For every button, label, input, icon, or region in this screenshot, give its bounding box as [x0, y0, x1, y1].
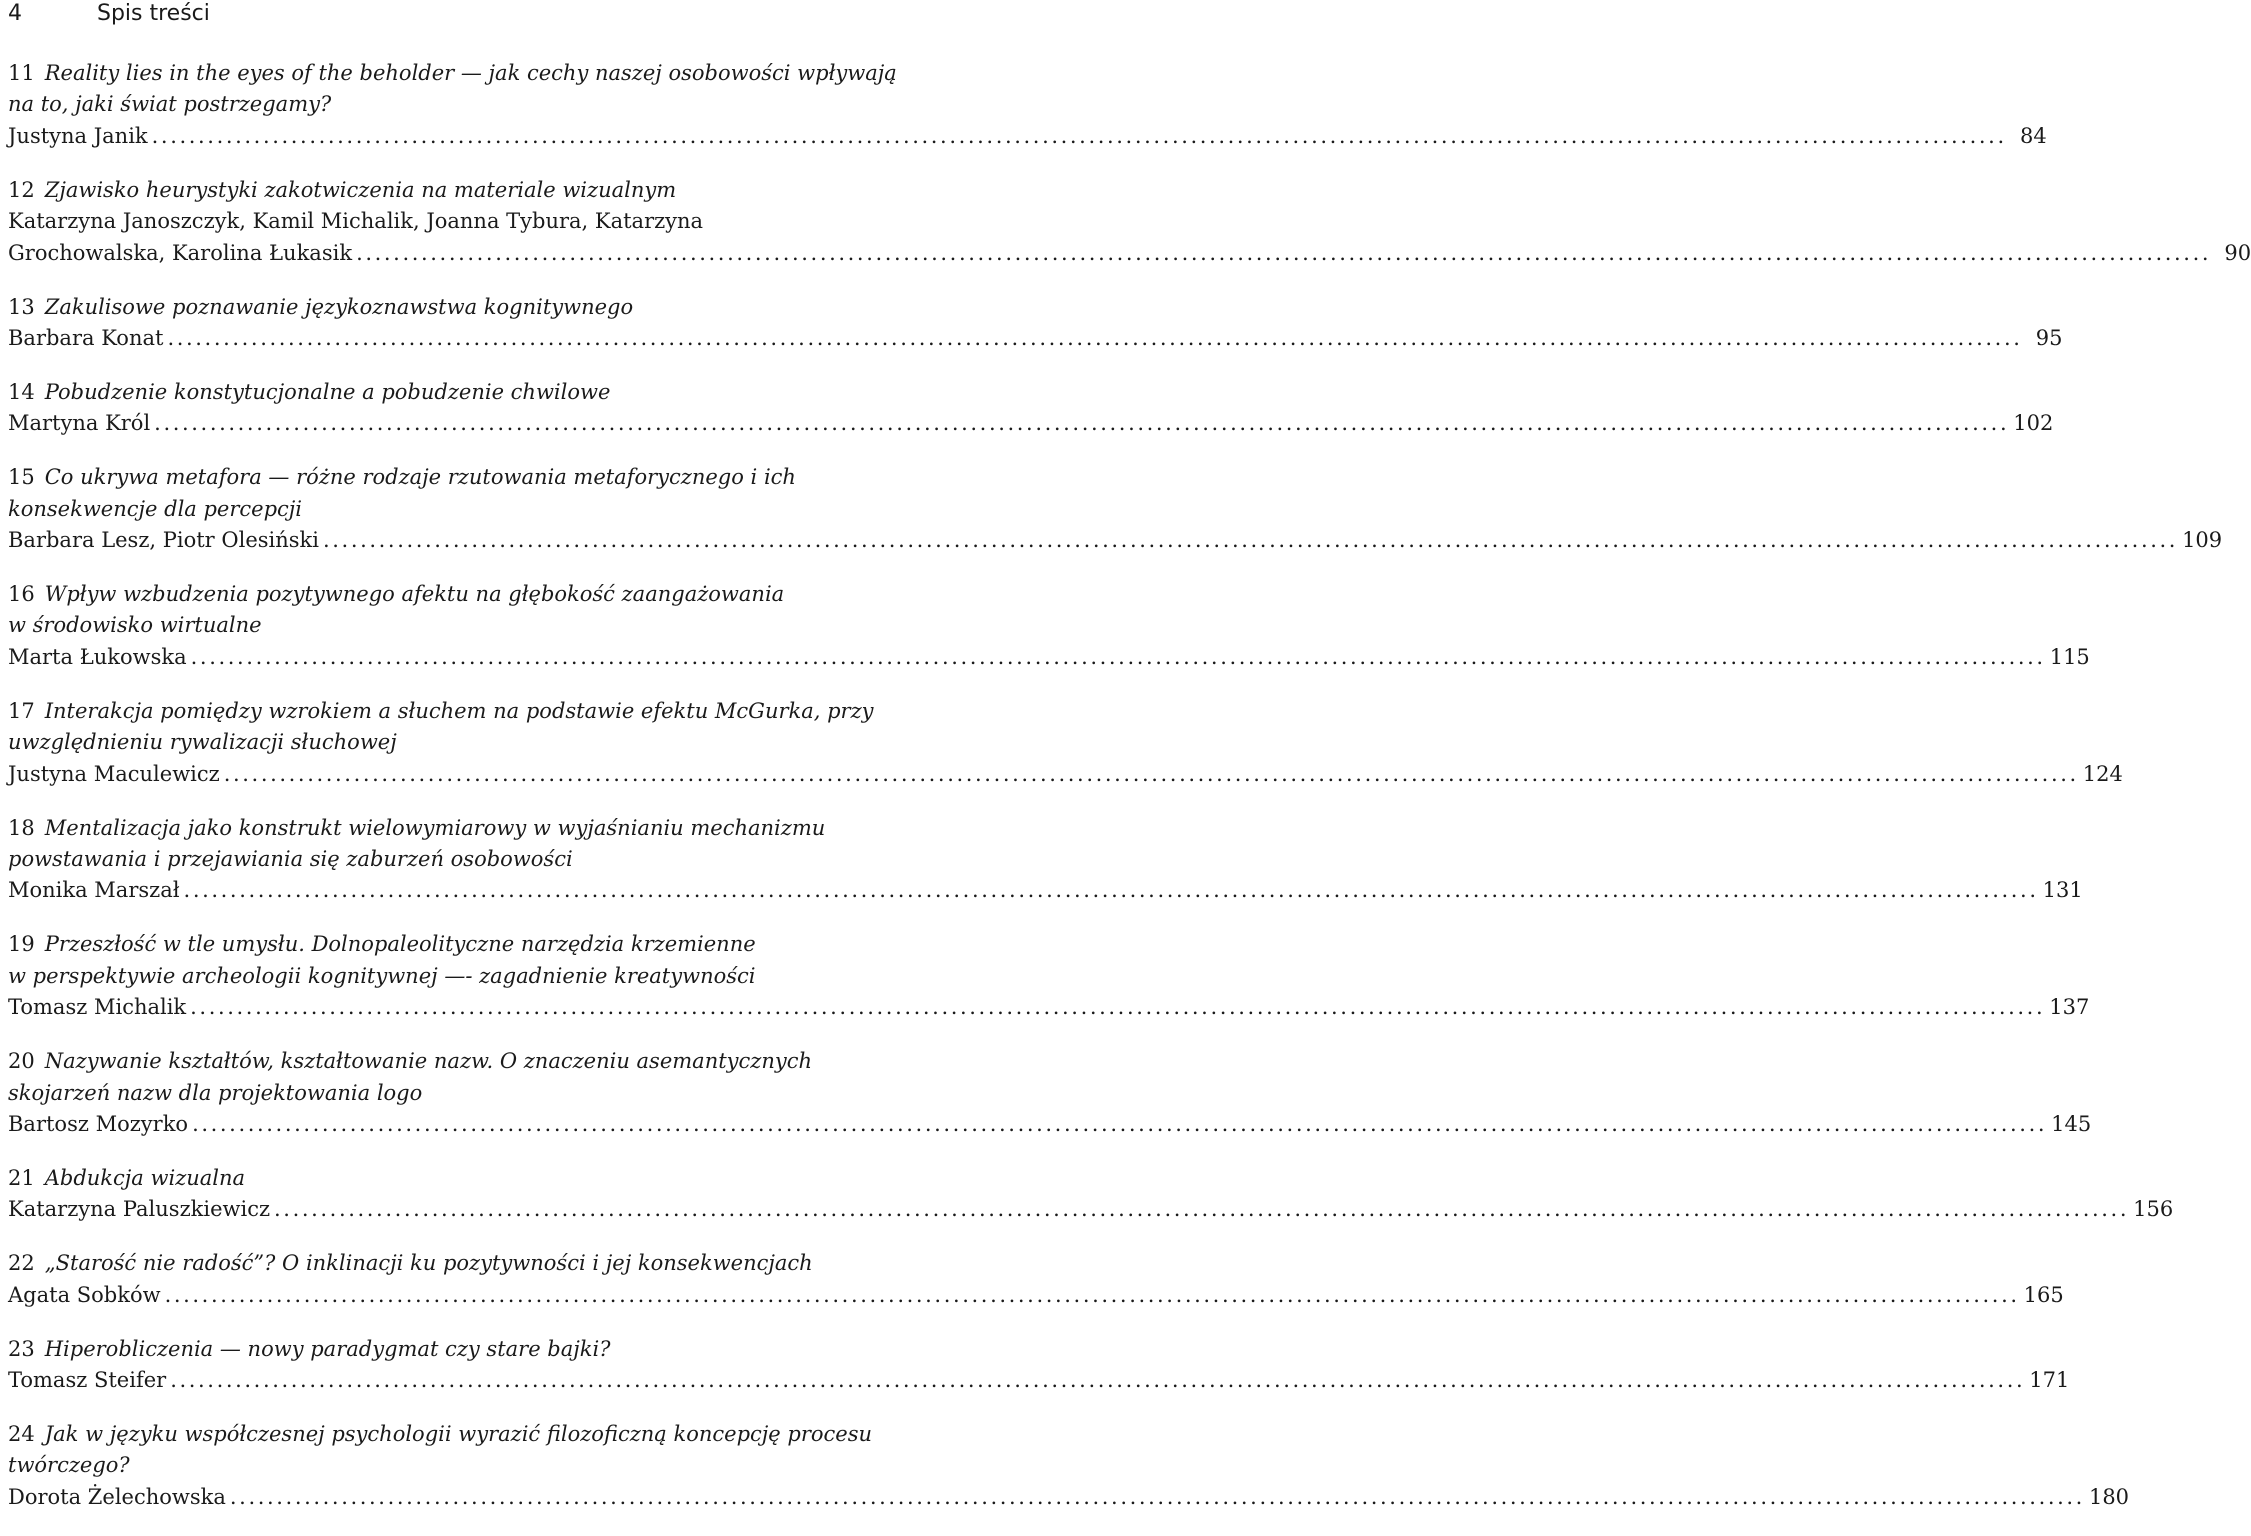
- leader-dots: ........................................................................................................................................................................................................: [192, 1111, 2048, 1136]
- entry-author: Tomasz Steifer: [8, 1368, 167, 1393]
- entry-title-line: [8, 1078, 956, 1109]
- entry-title-text: Nazywanie kształtów, kształtowanie nazw. O znaczeniu asemantycznych: [44, 1049, 813, 1074]
- leader-dots: ........................................................................................................................................................................................................: [223, 761, 2079, 786]
- entry-number: 14: [8, 379, 35, 404]
- entry-title-text: Reality lies in the eyes of the beholder — jak cechy naszej osobowości wpływają: [44, 61, 897, 85]
- entry-title-text: Zakulisowe poznawanie językoznawstwa kognitywnego: [44, 294, 634, 319]
- leader-dots: ........................................................................................................................................................................................................: [170, 1368, 2026, 1393]
- entry-author: Bartosz Mozyrko: [8, 1111, 189, 1136]
- entry-page-number: 145: [2051, 1111, 2092, 1136]
- entry-title-text: Interakcja pomiędzy wzrokiem a słuchem na podstawie efektu McGurka, przy: [44, 698, 874, 723]
- toc-entry: [8, 1163, 2174, 1226]
- entry-page-number: 180: [2088, 1484, 2130, 1509]
- entry-title-line: [8, 292, 956, 323]
- entry-title-text: uwzględnieniu rywalizacji słuchowej: [8, 730, 397, 755]
- entry-title-text: Jak w języku współczesnej psychologii wyrazić filozoficzną koncepcję procesu: [44, 1422, 873, 1446]
- entry-author: Tomasz Michalik: [8, 995, 187, 1020]
- entry-title-line: [8, 929, 956, 960]
- toc-entry: [8, 292, 2063, 355]
- toc-entry: [8, 1334, 2070, 1397]
- entry-number: 17: [8, 698, 35, 723]
- toc-entry: [8, 579, 2090, 673]
- entry-page-number: 90: [2224, 240, 2251, 265]
- leader-dots: ........................................................................................................................................................................................................: [151, 123, 2007, 148]
- page-title: Spis treści: [97, 1, 210, 26]
- toc-entry: [8, 1419, 2130, 1513]
- entry-title-text: „Starość nie radość”? O inklinacji ku pozytywności i jej konsekwencjach: [44, 1251, 813, 1276]
- entry-title-line: [8, 961, 956, 992]
- entry-author-row: [8, 1482, 2130, 1513]
- entry-author-row: [8, 525, 2223, 556]
- toc-entry: [8, 58, 2047, 152]
- entry-title-line: [8, 579, 956, 610]
- entry-number: 22: [8, 1251, 35, 1276]
- entry-title-line: [8, 1334, 956, 1365]
- entry-page-number: 115: [2049, 644, 2090, 669]
- toc-entry: [8, 175, 2251, 269]
- entry-title-line: [8, 1450, 956, 1481]
- entry-number: 13: [8, 294, 35, 319]
- leader-dots: ........................................................................................................................................................................................................: [190, 644, 2046, 669]
- entry-title-line: [8, 813, 956, 844]
- entry-title-line: [8, 175, 956, 206]
- entry-author: Martyna Król: [8, 411, 151, 436]
- entry-title-line: [8, 696, 956, 727]
- entry-page-number: 84: [2019, 123, 2047, 148]
- entry-author-row: [8, 121, 2047, 152]
- entry-title-line: [8, 1419, 956, 1450]
- entry-title-text: w środowisko wirtualne: [8, 613, 262, 638]
- entry-author: Katarzyna Paluszkiewicz: [8, 1197, 271, 1222]
- entry-author: Monika Marszał: [8, 878, 180, 903]
- entry-number: 12: [8, 177, 35, 202]
- entry-title-text: twórczego?: [8, 1453, 130, 1478]
- entry-author-row: [8, 1365, 2070, 1396]
- entry-title-line: [8, 1163, 956, 1194]
- toc-entries: [8, 58, 2251, 1536]
- leader-dots: ........................................................................................................................................................................................................: [190, 995, 2046, 1020]
- entry-author-row: [8, 408, 2054, 439]
- entry-title-line: [8, 58, 956, 89]
- entry-author-row: [8, 323, 2063, 354]
- entry-title-line: [8, 494, 956, 525]
- entry-title-text: Abdukcja wizualna: [44, 1165, 246, 1190]
- toc-entry: [8, 377, 2054, 440]
- entry-page-number: 102: [2013, 411, 2054, 436]
- entry-page-number: 156: [2133, 1197, 2174, 1222]
- entry-author: Barbara Lesz, Piotr Olesiński: [8, 528, 319, 553]
- leader-dots: ........................................................................................................................................................................................................: [229, 1484, 2085, 1509]
- toc-entry: [8, 462, 2223, 556]
- entry-title-text: na to, jaki świat postrzegamy?: [8, 92, 332, 117]
- entry-page-number: 131: [2042, 878, 2083, 903]
- leader-dots: ........................................................................................................................................................................................................: [183, 878, 2039, 903]
- entry-author-row: [8, 238, 2251, 269]
- entry-author-line: Katarzyna Janoszczyk, Kamil Michalik, Joanna Tybura, Katarzyna: [8, 209, 704, 234]
- entry-title-text: Przeszłość w tle umysłu. Dolnopaleolityczne narzędzia krzemienne: [44, 932, 756, 957]
- entry-number: 15: [8, 465, 35, 490]
- entry-title-text: Wpływ wzbudzenia pozytywnego afektu na głębokość zaangażowania: [44, 582, 785, 607]
- leader-dots: ........................................................................................................................................................................................................: [167, 325, 2023, 350]
- entry-author-row: [8, 1280, 2064, 1311]
- entry-title-text: powstawania i przejawiania się zaburzeń osobowości: [8, 846, 573, 871]
- entry-author: Marta Łukowska: [8, 644, 187, 669]
- entry-number: 21: [8, 1165, 35, 1190]
- entry-author: Justyna Janik: [8, 123, 148, 148]
- page-header: [8, 0, 210, 30]
- entry-author: Dorota Żelechowska: [8, 1484, 226, 1509]
- entry-author: Grochowalska, Karolina Łukasik: [8, 240, 353, 265]
- entry-title-text: skojarzeń nazw dla projektowania logo: [8, 1080, 423, 1105]
- entry-author: Agata Sobków: [8, 1282, 161, 1307]
- toc-entry: [8, 929, 2090, 1023]
- entry-title-line: [8, 1248, 956, 1279]
- entry-author: Barbara Konat: [8, 325, 164, 350]
- entry-page-number: 95: [2035, 325, 2063, 350]
- entry-title-line: [8, 462, 956, 493]
- entry-number: 18: [8, 815, 35, 840]
- entry-number: 23: [8, 1336, 35, 1361]
- entry-title-line: [8, 610, 956, 641]
- entry-title-text: Co ukrywa metafora — różne rodzaje rzutowania metaforycznego i ich: [44, 465, 796, 490]
- entry-page-number: 137: [2049, 995, 2090, 1020]
- entry-author: Justyna Maculewicz: [8, 761, 220, 786]
- leader-dots: ........................................................................................................................................................................................................: [154, 411, 2010, 436]
- entry-page-number: 171: [2029, 1368, 2070, 1393]
- leader-dots: ........................................................................................................................................................................................................: [356, 240, 2212, 265]
- entry-author-row: [8, 759, 2123, 790]
- leader-dots: ........................................................................................................................................................................................................: [164, 1282, 2020, 1307]
- entry-number: 11: [8, 61, 35, 85]
- entry-number: 19: [8, 932, 35, 957]
- entry-author-row: [8, 875, 2083, 906]
- entry-title-text: Zjawisko heurystyki zakotwiczenia na materiale wizualnym: [44, 177, 677, 202]
- entry-title-text: Hiperobliczenia — nowy paradygmat czy stare bajki?: [44, 1336, 611, 1361]
- entry-number: 20: [8, 1049, 35, 1074]
- entry-title-line: [8, 844, 956, 875]
- toc-entry: [8, 1248, 2064, 1311]
- entry-number: 16: [8, 582, 35, 607]
- entry-title-line: [8, 727, 956, 758]
- entry-title-text: Mentalizacja jako konstrukt wielowymiarowy w wyjaśnianiu mechanizmu: [44, 815, 826, 840]
- entry-page-number: 124: [2082, 761, 2123, 786]
- entry-title-text: w perspektywie archeologii kognitywnej —- zagadnienie kreatywności: [8, 963, 756, 988]
- entry-author-row: [8, 992, 2090, 1023]
- toc-entry: [8, 696, 2123, 790]
- toc-entry: [8, 813, 2083, 907]
- entry-page-number: 165: [2023, 1282, 2064, 1307]
- leader-dots: ........................................................................................................................................................................................................: [323, 528, 2179, 553]
- toc-entry: [8, 1046, 2092, 1140]
- entry-title-line: [8, 377, 956, 408]
- entry-title-line: [8, 1046, 956, 1077]
- page-number: 4: [8, 1, 22, 26]
- leader-dots: ........................................................................................................................................................................................................: [274, 1197, 2130, 1222]
- entry-title-text: Pobudzenie konstytucjonalne a pobudzenie chwilowe: [44, 379, 611, 404]
- entry-author-row: [8, 642, 2090, 673]
- entry-title-text: konsekwencje dla percepcji: [8, 496, 303, 521]
- entry-title-line: [8, 89, 956, 120]
- entry-page-number: 109: [2182, 528, 2223, 553]
- entry-number: 24: [8, 1422, 35, 1446]
- entry-author-row: [8, 1194, 2174, 1225]
- entry-author-row: [8, 1109, 2092, 1140]
